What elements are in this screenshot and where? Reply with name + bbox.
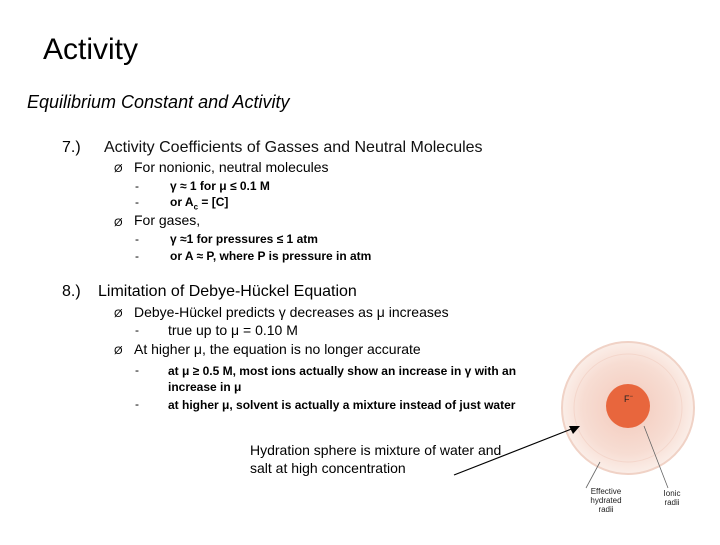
section-7-heading: Activity Coefficients of Gasses and Neutral Molecules [104,139,483,156]
page-title: Activity [43,33,139,66]
section-7-item-2: For gases, [134,212,201,228]
dash-bullet: - [135,232,139,246]
hydration-caption: Hydration sphere is mixture of water and salt at high concentration [250,442,502,476]
section-7-item-2-sub-1: γ ≈1 for pressures ≤ 1 atm [170,232,318,246]
arrow-bullet-icon: Ø [114,217,123,229]
dash-bullet: - [135,179,139,193]
page-subtitle: Equilibrium Constant and Activity [27,92,290,112]
dash-bullet: - [135,323,139,337]
arrow-bullet-icon: Ø [114,345,123,357]
section-8-item-2-sub-2: at higher μ, solvent is actually a mixture instead of just water [168,398,516,412]
dash-bullet: - [135,397,139,411]
dash-bullet: - [135,249,139,263]
section-8-item-2-sub-1: at μ ≥ 0.5 M, most ions actually show an increase in γ with an increase in μ [168,364,517,394]
effective-radii-label: Effective hydrated radii [590,487,622,514]
dash-bullet: - [135,195,139,209]
ionic-radii-label: Ionic radii [663,489,681,507]
section-7-item-1: For nonionic, neutral molecules [134,159,329,175]
ion-symbol: F [624,394,630,404]
section-8-number: 8.) [62,283,81,300]
arrow-bullet-icon: Ø [114,308,123,320]
section-7-item-2-sub-2: or A ≈ P, where P is pressure in atm [170,249,372,263]
arrow-bullet-icon: Ø [114,163,123,175]
dash-bullet: - [135,363,139,377]
pointer-arrow-icon [450,420,585,480]
ion-charge: − [629,394,634,400]
ion-label [624,394,633,404]
section-8-heading: Limitation of Debye-Hückel Equation [98,283,357,300]
section-7-number: 7.) [62,139,81,156]
section-7-item-1-sub-1: γ ≈ 1 for μ ≤ 0.1 M [170,179,270,193]
activity-rest: = [C] [198,195,229,209]
activity-symbol: or A [170,195,194,209]
section-8-item-1-sub: true up to μ = 0.10 M [168,322,298,338]
section-7-item-1-sub-2 [170,195,228,211]
section-8-item-2: At higher μ, the equation is no longer accurate [134,341,421,357]
activity-subscript: c [193,202,199,212]
section-8-item-1: Debye-Hückel predicts γ decreases as μ increases [134,304,449,320]
